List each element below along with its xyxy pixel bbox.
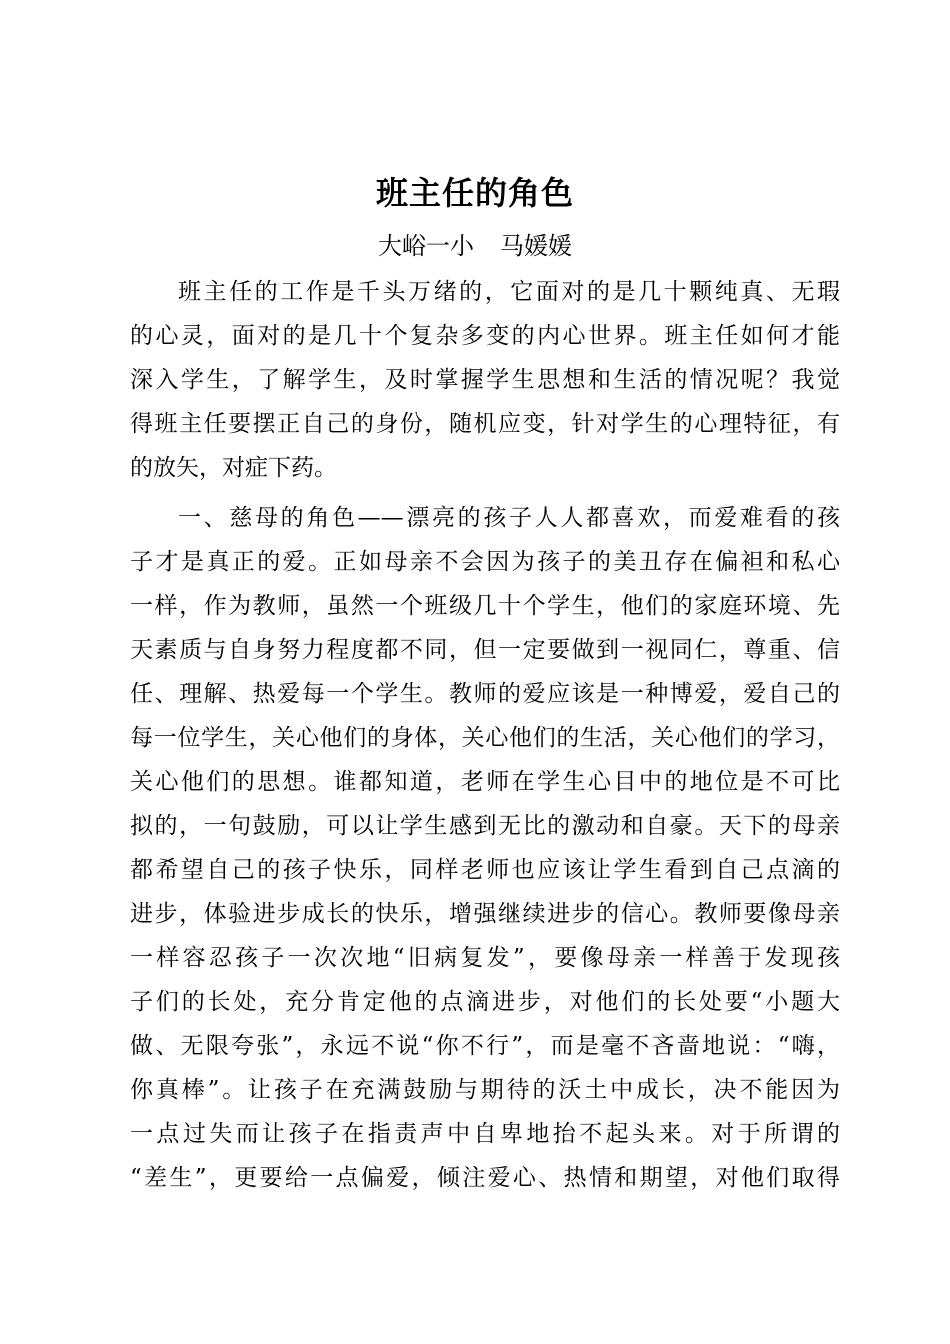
author-name: 马媛媛 — [500, 232, 572, 260]
document-title: 班主任的角色 — [375, 174, 574, 212]
paragraph-line: “差生”，更要给一点偏爱，倾注爱心、热情和期望，对他们取得 — [130, 1165, 840, 1191]
paragraph-line: 拟的，一句鼓励，可以让学生感到无比的激动和自豪。天下的母亲 — [130, 813, 840, 839]
paragraph-line: 天素质与自身努力程度都不同，但一定要做到一视同仁，尊重、信 — [130, 637, 840, 663]
paragraph-line: 进步，体验进步成长的快乐，增强继续进步的信心。教师要像母亲 — [130, 901, 840, 927]
paragraph-line: 一样容忍孩子一次次地“旧病复发”，要像母亲一样善于发现孩 — [130, 945, 840, 971]
paragraph-line: 班主任的工作是千头万绪的，它面对的是几十颗纯真、无瑕 — [178, 279, 840, 305]
paragraph-1 — [130, 270, 840, 490]
paragraph-line: 都希望自己的孩子快乐，同样老师也应该让学生看到自己点滴的 — [130, 857, 840, 883]
paragraph-line: 任、理解、热爱每一个学生。教师的爱应该是一种博爱，爱自己的 — [130, 681, 840, 707]
author-school: 大峪一小 — [378, 232, 474, 260]
paragraph-line: 做、无限夸张”，永远不说“你不行”，而是毫不吝啬地说：“嗨， — [130, 1033, 840, 1059]
paragraph-line: 深入学生，了解学生，及时掌握学生思想和生活的情况呢？我觉 — [130, 367, 840, 393]
author-byline — [0, 224, 950, 268]
paragraph-line: 子们的长处，充分肯定他的点滴进步，对他们的长处要“小题大 — [130, 989, 840, 1015]
paragraph-line: 你真棒”。让孩子在充满鼓励与期待的沃土中成长，决不能因为 — [130, 1077, 840, 1103]
paragraph-line: 得班主任要摆正自己的身份，随机应变，针对学生的心理特征，有 — [130, 411, 840, 437]
paragraph-line: 一点过失而让孩子在指责声中自卑地抬不起头来。对于所谓的 — [130, 1121, 840, 1147]
paragraph-line: 一、慈母的角色——漂亮的孩子人人都喜欢，而爱难看的孩 — [178, 505, 840, 531]
paragraph-2 — [130, 496, 840, 1200]
document-body — [130, 270, 840, 1200]
paragraph-line: 每一位学生，关心他们的身体，关心他们的生活，关心他们的学习， — [130, 725, 840, 751]
paragraph-line: 的心灵，面对的是几十个复杂多变的内心世界。班主任如何才能 — [130, 323, 840, 349]
paragraph-line: 子才是真正的爱。正如母亲不会因为孩子的美丑存在偏袒和私心 — [130, 549, 840, 575]
paragraph-line: 的放矢，对症下药。 — [130, 455, 337, 481]
paragraph-line: 关心他们的思想。谁都知道，老师在学生心目中的地位是不可比 — [130, 769, 840, 795]
paragraph-line: 一样，作为教师，虽然一个班级几十个学生，他们的家庭环境、先 — [130, 593, 840, 619]
